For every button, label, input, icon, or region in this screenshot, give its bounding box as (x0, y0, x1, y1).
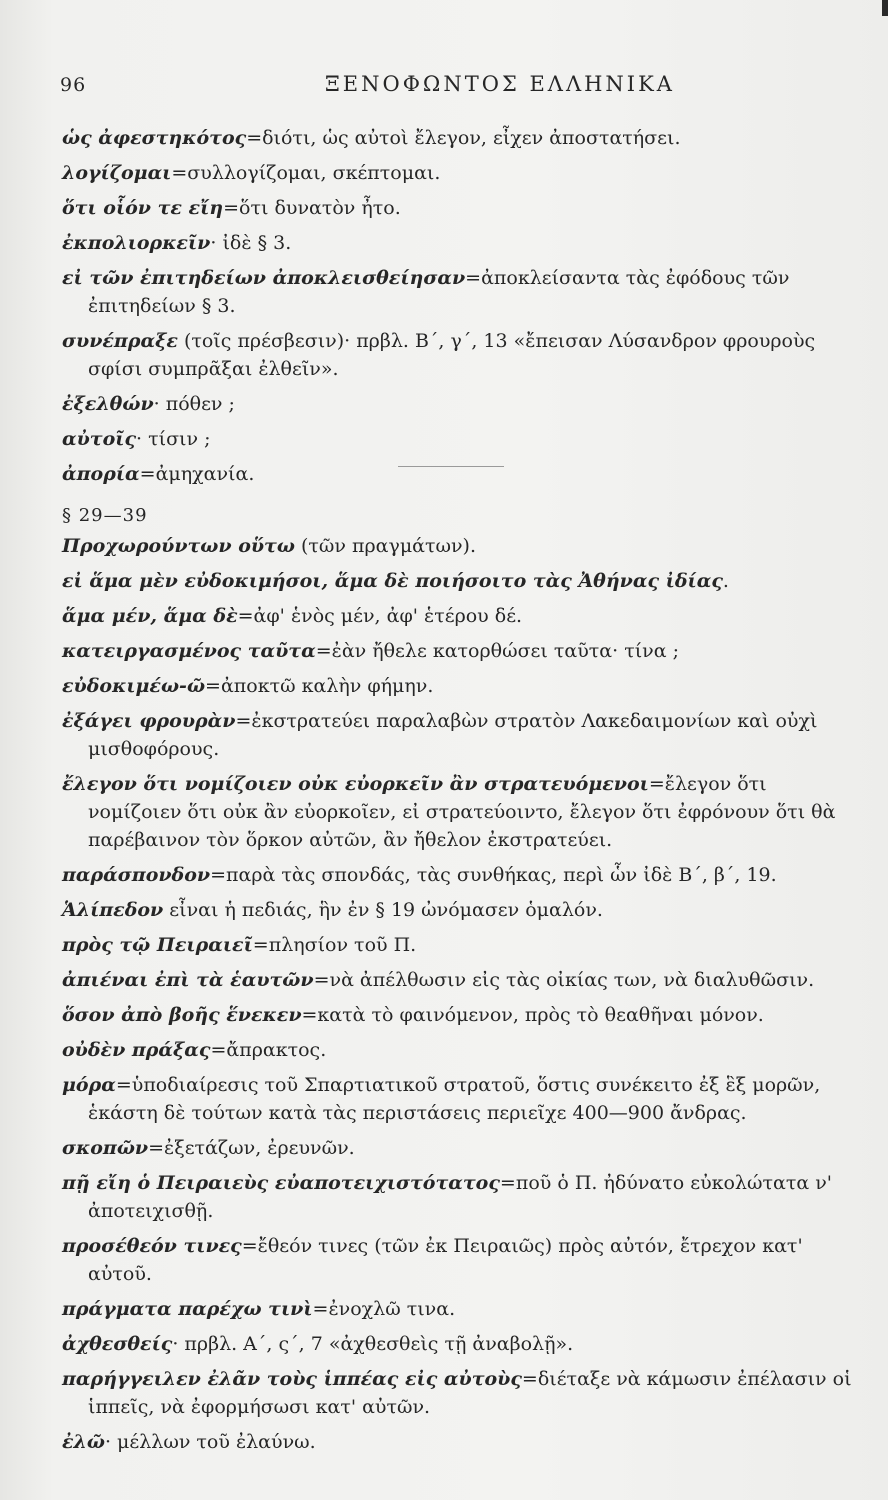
gloss-entry (62, 602, 852, 630)
gloss-entry (62, 1169, 852, 1225)
gloss-lemma: πρὸς τῷ Πειραιεῖ (62, 934, 253, 956)
gloss-lemma: σκοπῶν (62, 1137, 149, 1159)
gloss-text: =διέταξε νὰ κάμωσιν ἐπέλασιν οἱ ἱππεῖς, νὰ ἐφορμήσωσι κατ' αὐτῶν. (88, 1368, 852, 1418)
gloss-text: · μέλλων τοῦ ἐλαύνω. (104, 1431, 316, 1453)
gloss-text: (τῶν πραγμάτων). (294, 535, 477, 557)
gloss-entry (62, 861, 852, 889)
gloss-lemma: ἅμα μέν, ἅμα δὲ (62, 605, 238, 627)
gloss-entry (62, 425, 852, 453)
gloss-entry (62, 707, 852, 763)
gloss-text: (τοῖς πρέσβεσιν)· πρβλ. Β΄, γ΄, 13 «ἔπεισαν Λύσανδρον φρουροὺς σφίσι συμπρᾶξαι ἐλθεῖν». (88, 330, 816, 380)
gloss-lemma: οὐδὲν πράξας (62, 1039, 211, 1061)
gloss-entry (62, 637, 852, 665)
gloss-lemma: εἰ ἅμα μὲν εὐδοκιμήσοι, ἅμα δὲ ποιήσοιτο τὰς Ἀθήνας ἰδίας (62, 570, 723, 592)
gloss-entry (62, 1036, 852, 1064)
gloss-lemma: λογίζομαι (62, 162, 172, 184)
gloss-entry (62, 1330, 852, 1358)
gloss-entry (62, 770, 852, 854)
gloss-text: · πρβλ. Α΄, ς΄, 7 «ἀχθεσθεὶς τῇ ἀναβολῇ». (172, 1333, 574, 1355)
gloss-text: =ἐὰν ἤθελε κατορθώσει ταῦτα· τίνα ; (315, 640, 679, 662)
gloss-text: . (722, 570, 729, 592)
gloss-text: =ὑποδιαίρεσις τοῦ Σπαρτιατικοῦ στρατοῦ, ὅστις συνέκειτο ἐξ ἓξ μορῶν, ἑκάστη δὲ τούτων κατὰ τὰς περιστάσεις περιεῖχε 400—900 ἄνδρας. (88, 1074, 821, 1124)
glossary-section-main (62, 532, 852, 1463)
gloss-entry (62, 124, 852, 152)
gloss-lemma: Προχωρούντων οὕτω (62, 535, 295, 557)
gloss-text: · τίσιν ; (136, 428, 211, 450)
gloss-lemma: ἐξάγει φρουρὰν (62, 710, 236, 732)
running-title: ΞΕΝΟΦΩΝΤΟΣ ΕΛΛΗΝΙΚΑ (325, 72, 675, 96)
gloss-entry (62, 1134, 852, 1162)
gloss-lemma: Ἁλίπεδον (62, 899, 164, 921)
gloss-text: =νὰ ἀπέλθωσιν εἰς τὰς οἰκίας των, νὰ διαλυθῶσιν. (313, 969, 815, 991)
gloss-entry (62, 931, 852, 959)
gloss-entry (62, 672, 852, 700)
gloss-entry (62, 966, 852, 994)
gloss-text: =ποῦ ὁ Π. ἠδύνατο εὐκολώτατα ν' ἀποτειχισθῇ. (88, 1172, 832, 1222)
gloss-lemma: πῇ εἴη ὁ Πειραιεὺς εὐαποτειχιστότατος (62, 1172, 500, 1194)
gloss-entry (62, 327, 852, 383)
gloss-text: =ἀμηχανία. (139, 463, 255, 485)
gloss-text: =ἀφ' ἑνὸς μέν, ἀφ' ἑτέρου δέ. (237, 605, 523, 627)
gloss-text: =ἐκστρατεύει παραλαβὼν στρατὸν Λακεδαιμονίων καὶ οὐχὶ μισθοφόρους. (88, 710, 818, 760)
gloss-entry (62, 896, 852, 924)
gloss-entry (62, 567, 852, 595)
gloss-entry (62, 460, 852, 488)
gloss-text: =ἀποκλείσαντα τὰς ἐφόδους τῶν ἐπιτηδείων § 3. (88, 267, 790, 317)
gloss-entry (62, 1071, 852, 1127)
gloss-lemma: παράσπονδον (62, 864, 211, 886)
gloss-entry (62, 264, 852, 320)
gloss-lemma: ὅτι οἷόν τε εἴη (62, 197, 224, 219)
gloss-lemma: ὅσον ἀπὸ βοῆς ἕνεκεν (62, 1004, 302, 1026)
glossary-section-top (62, 124, 852, 495)
gloss-entry (62, 1295, 852, 1323)
gloss-lemma: εὐδοκιμέω-ῶ (62, 675, 206, 697)
gloss-text: =παρὰ τὰς σπονδάς, τὰς συνθήκας, περὶ ὧν ἰδὲ Β΄, β΄, 19. (210, 864, 777, 886)
gloss-text: =ἐξετάζων, ἐρευνῶν. (148, 1137, 355, 1159)
gloss-entry (62, 1232, 852, 1288)
gloss-text: =πλησίον τοῦ Π. (252, 934, 417, 956)
page-edge-mark (882, 0, 888, 16)
gloss-entry (62, 1001, 852, 1029)
section-divider (398, 466, 504, 467)
gloss-lemma: εἰ τῶν ἐπιτηδείων ἀποκλεισθείησαν (62, 267, 466, 289)
section-heading: § 29—39 (62, 505, 148, 526)
gloss-lemma: ἐλῶ (62, 1431, 105, 1453)
gloss-entry (62, 532, 852, 560)
gloss-lemma: αὐτοῖς (62, 428, 137, 450)
gloss-lemma: ἀπορία (62, 463, 140, 485)
gloss-entry (62, 1428, 852, 1456)
gloss-text: =συλλογίζομαι, σκέπτομαι. (171, 162, 441, 184)
page-header (60, 66, 830, 100)
gloss-text: =κατὰ τὸ φαινόμενον, πρὸς τὸ θεαθῆναι μόνον. (301, 1004, 764, 1026)
gloss-text: · ἰδὲ § 3. (210, 232, 292, 254)
gloss-text: =ἔλεγον ὅτι νομίζοιεν ὅτι οὐκ ἂν εὐορκοῖεν, εἰ στρατεύοιντο, ἔλεγον ὅτι ἐφρόνουν ὅτι θὰ παρέβαινον τὸν ὅρκον αὐτῶν, ἂν ἤθελον ἐκστρατεύει. (88, 773, 836, 851)
page-number: 96 (60, 74, 87, 96)
gloss-lemma: συνέπραξε (62, 330, 178, 352)
gloss-lemma: προσέθεόν τινες (62, 1235, 242, 1257)
gloss-lemma: παρήγγειλεν ἐλᾶν τοὺς ἱππέας εἰς αὐτοὺς (62, 1368, 522, 1390)
gloss-text: =ἄπρακτος. (210, 1039, 327, 1061)
gloss-lemma: ὡς ἀφεστηκότος (62, 127, 247, 149)
gloss-text: · πόθεν ; (153, 393, 235, 415)
gloss-entry (62, 194, 852, 222)
gloss-text: =ἀποκτῶ καλὴν φήμην. (205, 675, 434, 697)
gloss-lemma: ἐξελθών (62, 393, 154, 415)
gloss-lemma: κατειργασμένος ταῦτα (62, 640, 316, 662)
gloss-entry (62, 1365, 852, 1421)
gloss-lemma: μόρα (62, 1074, 116, 1096)
gloss-text: =ἐνοχλῶ τινα. (312, 1298, 456, 1320)
gloss-entry (62, 159, 852, 187)
gloss-lemma: ἀχθεσθείς (62, 1333, 173, 1355)
gloss-text: =ἔθεόν τινες (τῶν ἐκ Πειραιῶς) πρὸς αὐτόν, ἔτρεχον κατ' αὐτοῦ. (88, 1235, 803, 1285)
gloss-lemma: ἐκπολιορκεῖν (62, 232, 211, 254)
gloss-lemma: ἀπιέναι ἐπὶ τὰ ἑαυτῶν (62, 969, 314, 991)
gloss-text: εἶναι ἡ πεδιάς, ἣν ἐν § 19 ὠνόμασεν ὁμαλόν. (163, 899, 603, 921)
gloss-lemma: πράγματα παρέχω τινὶ (62, 1298, 313, 1320)
gloss-entry (62, 390, 852, 418)
gloss-text: =ὅτι δυνατὸν ἦτο. (223, 197, 401, 219)
gloss-text: =διότι, ὡς αὐτοὶ ἔλεγον, εἶχεν ἀποστατήσει. (246, 127, 681, 149)
gloss-lemma: ἔλεγον ὅτι νομίζοιεν οὐκ εὐορκεῖν ἂν στρατευόμενοι (62, 773, 649, 795)
gloss-entry (62, 229, 852, 257)
